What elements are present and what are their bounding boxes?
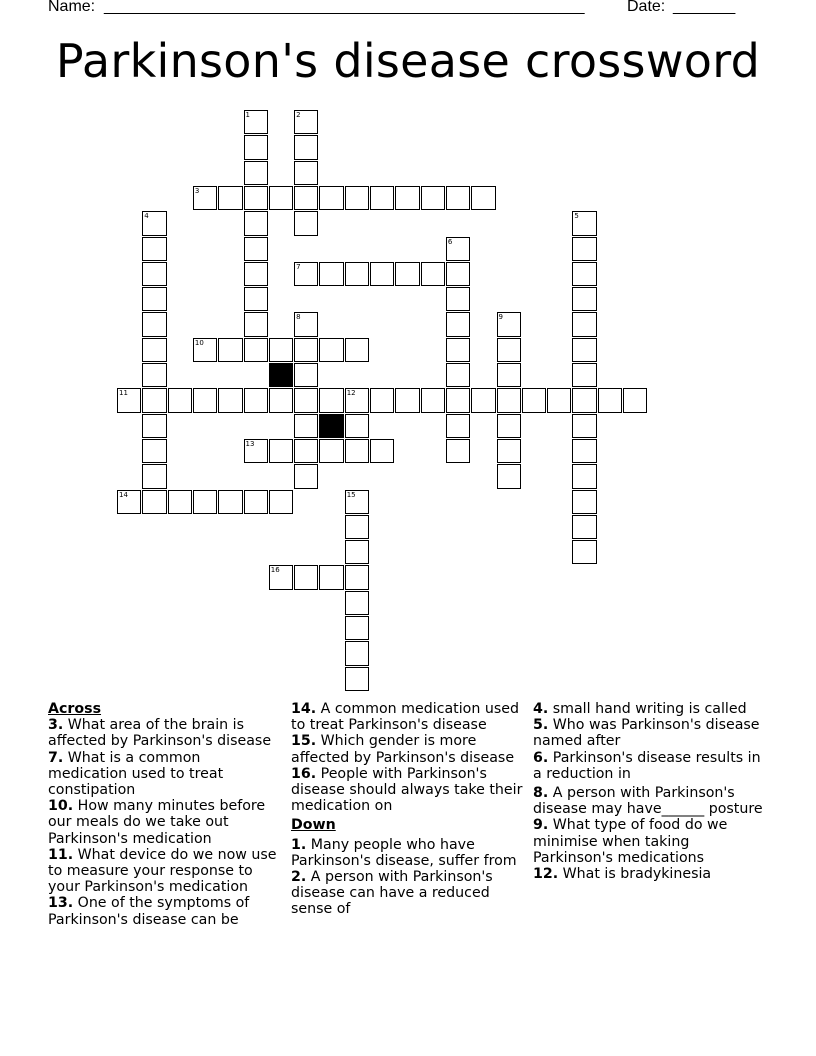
grid-cell[interactable] [193, 388, 217, 412]
grid-cell[interactable] [319, 338, 343, 362]
grid-cell[interactable] [168, 388, 192, 412]
grid-cell[interactable] [345, 388, 369, 412]
grid-cell[interactable] [244, 135, 268, 159]
grid-cell[interactable] [117, 388, 141, 412]
down-heading: Down [291, 817, 336, 834]
grid-cell[interactable] [168, 490, 192, 514]
grid-cell[interactable] [497, 312, 521, 336]
grid-cell[interactable] [142, 439, 166, 463]
clue-number: 8 [296, 313, 301, 322]
page-title: Parkinson's disease crossword [55, 34, 761, 88]
grid-cell[interactable] [244, 161, 268, 185]
grid-cell[interactable] [345, 616, 369, 640]
grid-cell[interactable] [446, 312, 470, 336]
clue-number: 2 [296, 111, 301, 119]
grid-cell[interactable] [294, 414, 318, 438]
grid-cell[interactable] [142, 338, 166, 362]
grid-cell[interactable] [244, 287, 268, 311]
grid-cell[interactable] [294, 110, 318, 134]
clue-down-8: 8. A person with Parkinson's disease may have______ posture [533, 785, 763, 818]
clue-down-1: 1. Many people who have Parkinson's disease, suffer from [291, 836, 517, 869]
grid-cell[interactable] [345, 414, 369, 438]
grid-cell[interactable] [497, 363, 521, 387]
grid-cell[interactable] [269, 186, 293, 210]
clue-number: 11 [119, 389, 128, 398]
clue-across-10: 10. How many minutes before our meals do we take out Parkinson's medication [48, 798, 266, 847]
grid-cell[interactable] [421, 262, 445, 286]
grid-cell[interactable] [294, 186, 318, 210]
grid-cell[interactable] [218, 186, 242, 210]
grid-cell[interactable] [522, 388, 546, 412]
grid-cell[interactable] [142, 237, 166, 261]
black-square [269, 363, 293, 387]
grid-cell[interactable] [572, 338, 596, 362]
grid-cell[interactable] [244, 388, 268, 412]
grid-cell[interactable] [244, 110, 268, 134]
clue-number: 5 [574, 212, 579, 221]
grid-cell[interactable] [142, 414, 166, 438]
grid-cell[interactable] [244, 186, 268, 210]
grid-cell[interactable] [294, 388, 318, 412]
grid-cell[interactable] [572, 490, 596, 514]
date-line[interactable]: _______ [673, 0, 736, 15]
grid-cell[interactable] [244, 338, 268, 362]
grid-cell[interactable] [294, 211, 318, 235]
grid-cell[interactable] [421, 186, 445, 210]
grid-cell[interactable] [471, 388, 495, 412]
clue-number: 3 [194, 186, 200, 195]
clue-down-5: 5. Who was Parkinson's disease named after [533, 717, 760, 750]
grid-cell[interactable] [446, 388, 470, 412]
grid-cell[interactable] [446, 237, 470, 261]
clue-number: 13 [245, 439, 255, 448]
grid-cell[interactable] [218, 490, 242, 514]
grid-cell[interactable] [370, 262, 394, 286]
grid-cell[interactable] [370, 388, 394, 412]
grid-cell[interactable] [244, 211, 268, 235]
grid-cell[interactable] [142, 287, 166, 311]
grid-cell[interactable] [269, 439, 293, 463]
grid-cell[interactable] [345, 439, 369, 463]
grid-cell[interactable] [294, 338, 318, 362]
grid-cell[interactable] [294, 161, 318, 185]
grid-cell[interactable] [572, 363, 596, 387]
clue-down-6: 6. Parkinson's disease results in a reduction in [533, 749, 761, 782]
grid-cell[interactable] [345, 338, 369, 362]
grid-cell[interactable] [269, 338, 293, 362]
grid-cell[interactable] [370, 439, 394, 463]
grid-cell[interactable] [345, 490, 369, 514]
clue-number: 7 [296, 262, 301, 271]
grid-cell[interactable] [269, 490, 293, 514]
clue-across-3: 3. What area of the brain is affected by Parkinson's disease [48, 717, 272, 750]
grid-cell[interactable] [446, 287, 470, 311]
grid-cell[interactable] [319, 262, 343, 286]
grid-cell[interactable] [572, 540, 596, 564]
grid-cell[interactable] [244, 439, 268, 463]
grid-cell[interactable] [142, 312, 166, 336]
grid-cell[interactable] [269, 388, 293, 412]
grid-cell[interactable] [294, 464, 318, 488]
clue-across-15: 15. Which gender is more affected by Parkinson's disease [291, 733, 515, 766]
grid-cell[interactable] [193, 338, 217, 362]
grid-cell[interactable] [572, 262, 596, 286]
grid-cell[interactable] [572, 211, 596, 235]
grid-cell[interactable] [446, 414, 470, 438]
clues-column-2 [291, 701, 527, 918]
grid-cell[interactable] [142, 464, 166, 488]
clue-down-9: 9. What type of food do we minimise when taking Parkinson's medications [533, 817, 728, 866]
grid-cell[interactable] [572, 464, 596, 488]
grid-cell[interactable] [572, 439, 596, 463]
grid-cell[interactable] [244, 490, 268, 514]
clue-number: 12 [346, 389, 356, 398]
across-heading: Across [48, 701, 102, 717]
grid-cell[interactable] [471, 186, 495, 210]
grid-cell[interactable] [319, 388, 343, 412]
grid-cell[interactable] [395, 388, 419, 412]
grid-cell[interactable] [142, 363, 166, 387]
grid-cell[interactable] [446, 363, 470, 387]
grid-cell[interactable] [446, 186, 470, 210]
grid-cell[interactable] [446, 338, 470, 362]
grid-cell[interactable] [142, 388, 166, 412]
grid-cell[interactable] [572, 414, 596, 438]
grid-cell[interactable] [117, 490, 141, 514]
grid-cell[interactable] [294, 262, 318, 286]
grid-cell[interactable] [193, 186, 217, 210]
grid-cell[interactable] [345, 186, 369, 210]
grid-cell[interactable] [421, 388, 445, 412]
grid-cell[interactable] [193, 490, 217, 514]
clue-across-11: 11. What device do we now use to measure your response to your Parkinson's medication [48, 846, 277, 896]
grid-cell[interactable] [345, 565, 369, 589]
clue-number: 14 [119, 490, 128, 499]
clue-across-13: 13. One of the symptoms of Parkinson's disease can be [48, 895, 250, 928]
grid-cell[interactable] [294, 312, 318, 336]
grid-cell[interactable] [142, 211, 166, 235]
grid-cell[interactable] [623, 388, 647, 412]
grid-cell[interactable] [446, 262, 470, 286]
grid-cell[interactable] [319, 439, 343, 463]
grid-cell[interactable] [142, 490, 166, 514]
grid-cell[interactable] [395, 186, 419, 210]
date-label: Date: [627, 0, 666, 15]
clue-number: 9 [498, 313, 503, 322]
clue-across-14: 14. A common medication used to treat Parkinson's disease [291, 701, 519, 734]
clue-across-16: 16. People with Parkinson's disease should always take their medication on [291, 765, 523, 815]
clue-across-7: 7. What is a common medication used to treat constipation [48, 749, 224, 799]
grid-cell[interactable] [319, 186, 343, 210]
grid-cell[interactable] [294, 565, 318, 589]
grid-cell[interactable] [269, 565, 293, 589]
name-line[interactable]: ______________________________________________________ [104, 0, 585, 15]
grid-cell[interactable] [497, 414, 521, 438]
grid-cell[interactable] [345, 540, 369, 564]
name-label: Name: [48, 0, 96, 15]
black-square [319, 414, 343, 438]
grid-cell[interactable] [142, 262, 166, 286]
clues-column-1 [48, 701, 280, 928]
grid-cell[interactable] [370, 186, 394, 210]
grid-cell[interactable] [497, 388, 521, 412]
grid-cell[interactable] [497, 439, 521, 463]
grid-cell[interactable] [572, 515, 596, 539]
clue-number: 1 [245, 111, 250, 119]
grid-cell[interactable] [244, 237, 268, 261]
grid-cell[interactable] [572, 312, 596, 336]
grid-cell[interactable] [547, 388, 571, 412]
grid-cell[interactable] [497, 464, 521, 488]
grid-cell[interactable] [446, 439, 470, 463]
grid-cell[interactable] [218, 388, 242, 412]
grid-cell[interactable] [345, 667, 369, 691]
grid-cell[interactable] [244, 312, 268, 336]
grid-cell[interactable] [598, 388, 622, 412]
grid-cell[interactable] [497, 338, 521, 362]
grid-cell[interactable] [345, 591, 369, 615]
clue-number: 16 [270, 566, 280, 575]
grid-cell[interactable] [572, 287, 596, 311]
grid-cell[interactable] [319, 565, 343, 589]
grid-cell[interactable] [294, 439, 318, 463]
clue-down-2: 2. A person with Parkinson's disease can have a reduced sense of [291, 869, 493, 918]
grid-cell[interactable] [345, 515, 369, 539]
grid-cell[interactable] [294, 135, 318, 159]
grid-cell[interactable] [218, 338, 242, 362]
grid-cell[interactable] [395, 262, 419, 286]
clue-number: 15 [346, 490, 356, 499]
grid-cell[interactable] [294, 363, 318, 387]
clue-down-12: 12. What is bradykinesia [533, 866, 712, 883]
clue-number: 4 [144, 212, 149, 221]
clue-number: 10 [194, 338, 204, 347]
grid-cell[interactable] [345, 641, 369, 665]
grid-cell[interactable] [572, 237, 596, 261]
grid-cell[interactable] [244, 262, 268, 286]
clues-column-3 [533, 701, 773, 882]
clue-down-4: 4. small hand writing is called [533, 701, 747, 717]
grid-cell[interactable] [345, 262, 369, 286]
clue-number: 6 [447, 237, 453, 246]
grid-cell[interactable] [572, 388, 596, 412]
